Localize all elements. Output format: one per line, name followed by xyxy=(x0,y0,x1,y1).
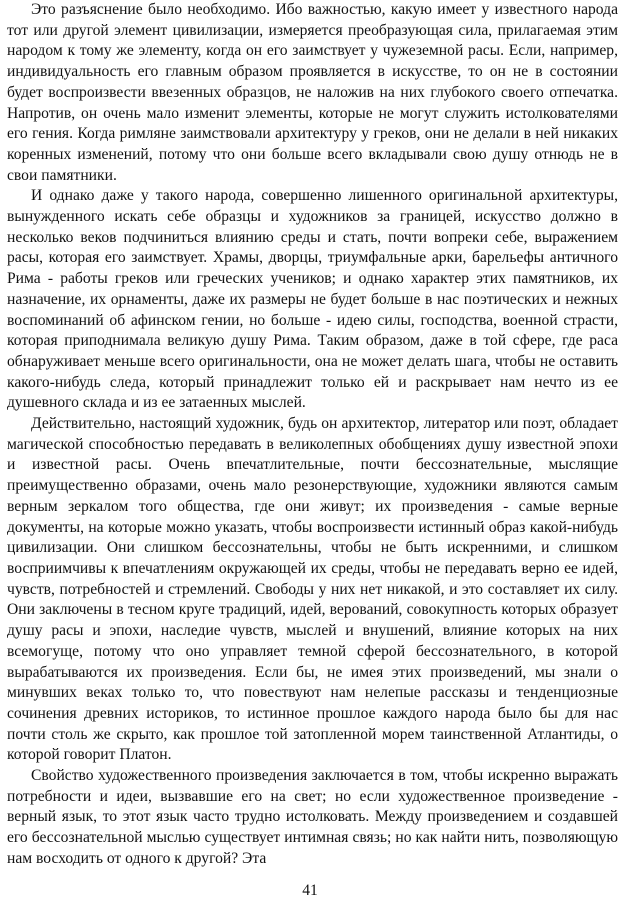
paragraph-1: Это разъяснение было необходимо. Ибо важностью, какую имеет у известного народа тот или другой элемент цивилизации, измеряется преобразующая сила, прилагаемая этим народом к тому же элементу, когда он его заимствует у чужеземной расы. Если, например, индивидуальность его главным образом проявляется в искусстве, то он не в состоянии будет воспроизвести ввезенных образцов, не наложив на них глубокого своего отпечатка. Напротив, он очень мало изменит элементы, которые не могут служить истолкователями его гения. Когда римляне заимствовали архитектуру у греков, они не делали в ней никаких коренных изменений, потому что они больше всего вкладывали свою душу отнюдь не в свои памятники. xyxy=(7,1,618,184)
page-body xyxy=(7,0,618,870)
paragraph-4: Свойство художественного произведения заключается в том, чтобы искренно выражать потребности и идеи, вызвавшие его на свет; но если художественное произведение - верный язык, то этот язык часто трудно истолковать. Между произведением и создавшей его бессознательной мыслью существует интимная связь; но как найти нить, позволяющую нам восходить от одного к другой? Эта xyxy=(7,767,618,867)
page-number: 41 xyxy=(302,882,318,899)
paragraph-2: И однако даже у такого народа, совершенно лишенного оригинальной архитектуры, вынужденного искать себе образцы и художников за границей, искусство должно в несколько веков подчиниться влиянию среды и стать, почти вопреки себе, выражением расы, которая его заимствует. Храмы, дворцы, триумфальные арки, барельефы античного Рима - работы греков или греческих учеников; и однако характер этих памятников, их назначение, их орнаменты, даже их размеры не будет больше в нас поэтических и нежных воспоминаний об афинском гении, но больше - идею силы, господства, военной страсти, которая приподнимала великую душу Рима. Таким образом, даже в той сфере, где раса обнаруживает меньше всего оригинальности, она не может делать шага, чтобы не оставить какого-нибудь следа, который принадлежит только ей и раскрывает нам нечто из ее душевного склада и из ее затаенных мыслей. xyxy=(7,187,618,412)
paragraph-3: Действительно, настоящий художник, будь он архитектор, литератор или поэт, обладает магической способностью передавать в великолепных обобщениях душу известной эпохи и известной расы. Очень впечатлительные, почти бессознательные, мыслящие преимущественно образами, очень мало резонерствующие, художники являются самым верным зеркалом того общества, где они живут; их произведения - самые верные документы, на которые можно указать, чтобы воспроизвести истинный образ какой-нибудь цивилизации. Они слишком бессознательны, чтобы не быть искренними, и слишком восприимчивы к впечатлениям окружающей их среды, чтобы не передавать верно ее идей, чувств, потребностей и стремлений. Свободы у них нет никакой, и это составляет их силу. Они заключены в тесном круге традиций, идей, верований, совокупность которых образует душу расы и эпохи, наследие чувств, мыслей и внушений, влияние которых на них всемогуще, потому что оно управляет темной сферой бессознательного, в которой вырабатываются их произведения. Если бы, не имея этих произведений, мы знали о минувших веках только то, что повествуют нам нелепые рассказы и тенденциозные сочинения древних историков, то истинное прошлое каждого народа было бы для нас почти столь же скрыто, как прошлое той затопленной морем таинственной Атлантиды, о которой говорит Платон. xyxy=(7,415,618,764)
